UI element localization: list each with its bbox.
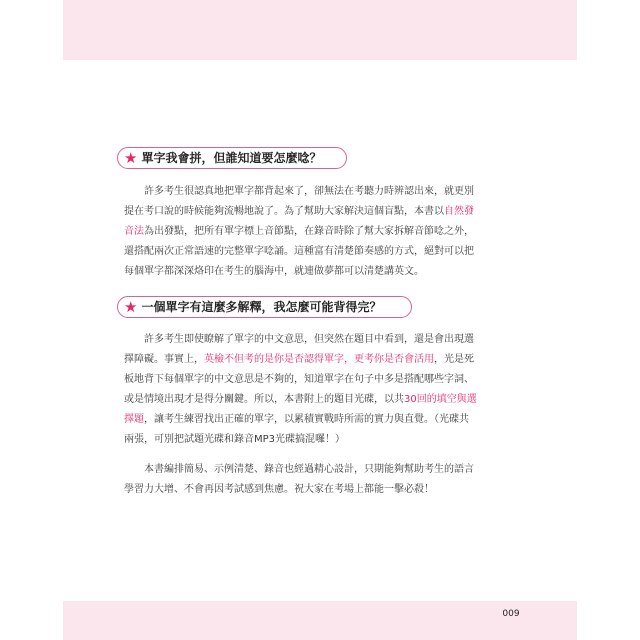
highlight-phonics: 自然發 [444, 206, 474, 217]
text-line: 許多考生即使瞭解了單字的中文意思，但突然在題目中看到，還是會出現選 [144, 334, 474, 345]
highlight-exercises: 擇題 [124, 414, 144, 425]
text-line: 本書編排簡易、示例清楚、錄音也經過精心設計，只期能夠幫助考生的語言 [144, 464, 474, 475]
highlight-phonics: 音法 [124, 226, 144, 237]
paragraph-meanings [124, 330, 524, 450]
bottom-pink-band [63, 601, 577, 640]
text-line: 擇障礙。事實上，英檢不但考的是你是否認得單字，更考你是否會活用，光是死 [124, 354, 474, 365]
text-line: 還搭配兩次正常語速的完整單字唸誦。這種富有清楚節奏感的方式，絕對可以把 [124, 246, 474, 257]
top-pink-band [63, 0, 577, 60]
highlight-exercises: 30回的填空與選 [404, 394, 477, 405]
paragraph-pronunciation [124, 182, 524, 282]
star-icon: ★ [124, 148, 138, 167]
text-line: 兩張，可別把試題光碟和錄音MP3光碟搞混囉！） [124, 434, 346, 445]
text-line: 擇題，讓考生練習找出正確的單字，以累積實戰時所需的實力與直覺。（光碟共 [124, 414, 469, 425]
heading-text: 單字我會拼，但誰知道要怎麼唸？ [141, 151, 322, 165]
text-line: 音法為出發點，把所有單字標上音節點，在錄音時除了幫大家拆解音節唸之外， [124, 226, 474, 237]
text-line: 板地背下每個單字的中文意思是不夠的，知道單字在句子中多是搭配哪些字詞、 [124, 374, 474, 385]
paragraph-closing [124, 460, 524, 500]
text-line: 學習力大增、不會再因考試感到焦慮。祝大家在考場上都能一擊必殺！ [124, 484, 434, 495]
star-icon: ★ [124, 297, 138, 316]
text-line: 提在考口說的時候能夠流暢地說了。為了幫助大家解決這個盲點，本書以自然發 [124, 206, 474, 217]
section-heading-pronunciation [117, 147, 347, 169]
highlight-usage: 英檢不但考的是你是否認得單字，更考你是否會活用 [204, 354, 434, 365]
text-line: 許多考生很認真地把單字都背起來了，卻無法在考聽力時辨認出來，就更別 [144, 186, 474, 197]
heading-text: 一個單字有這麼多解釋，我怎麼可能背得完？ [141, 300, 382, 314]
text-line: 每個單字都深深烙印在考生的腦海中，就連做夢都可以清楚講英文。 [124, 266, 424, 277]
section-heading-meanings [117, 296, 412, 318]
page-number: 009 [502, 609, 520, 619]
text-line: 或是情境出現才是得分關鍵。所以，本書附上的題目光碟，以共30回的填空與選 [124, 394, 477, 405]
